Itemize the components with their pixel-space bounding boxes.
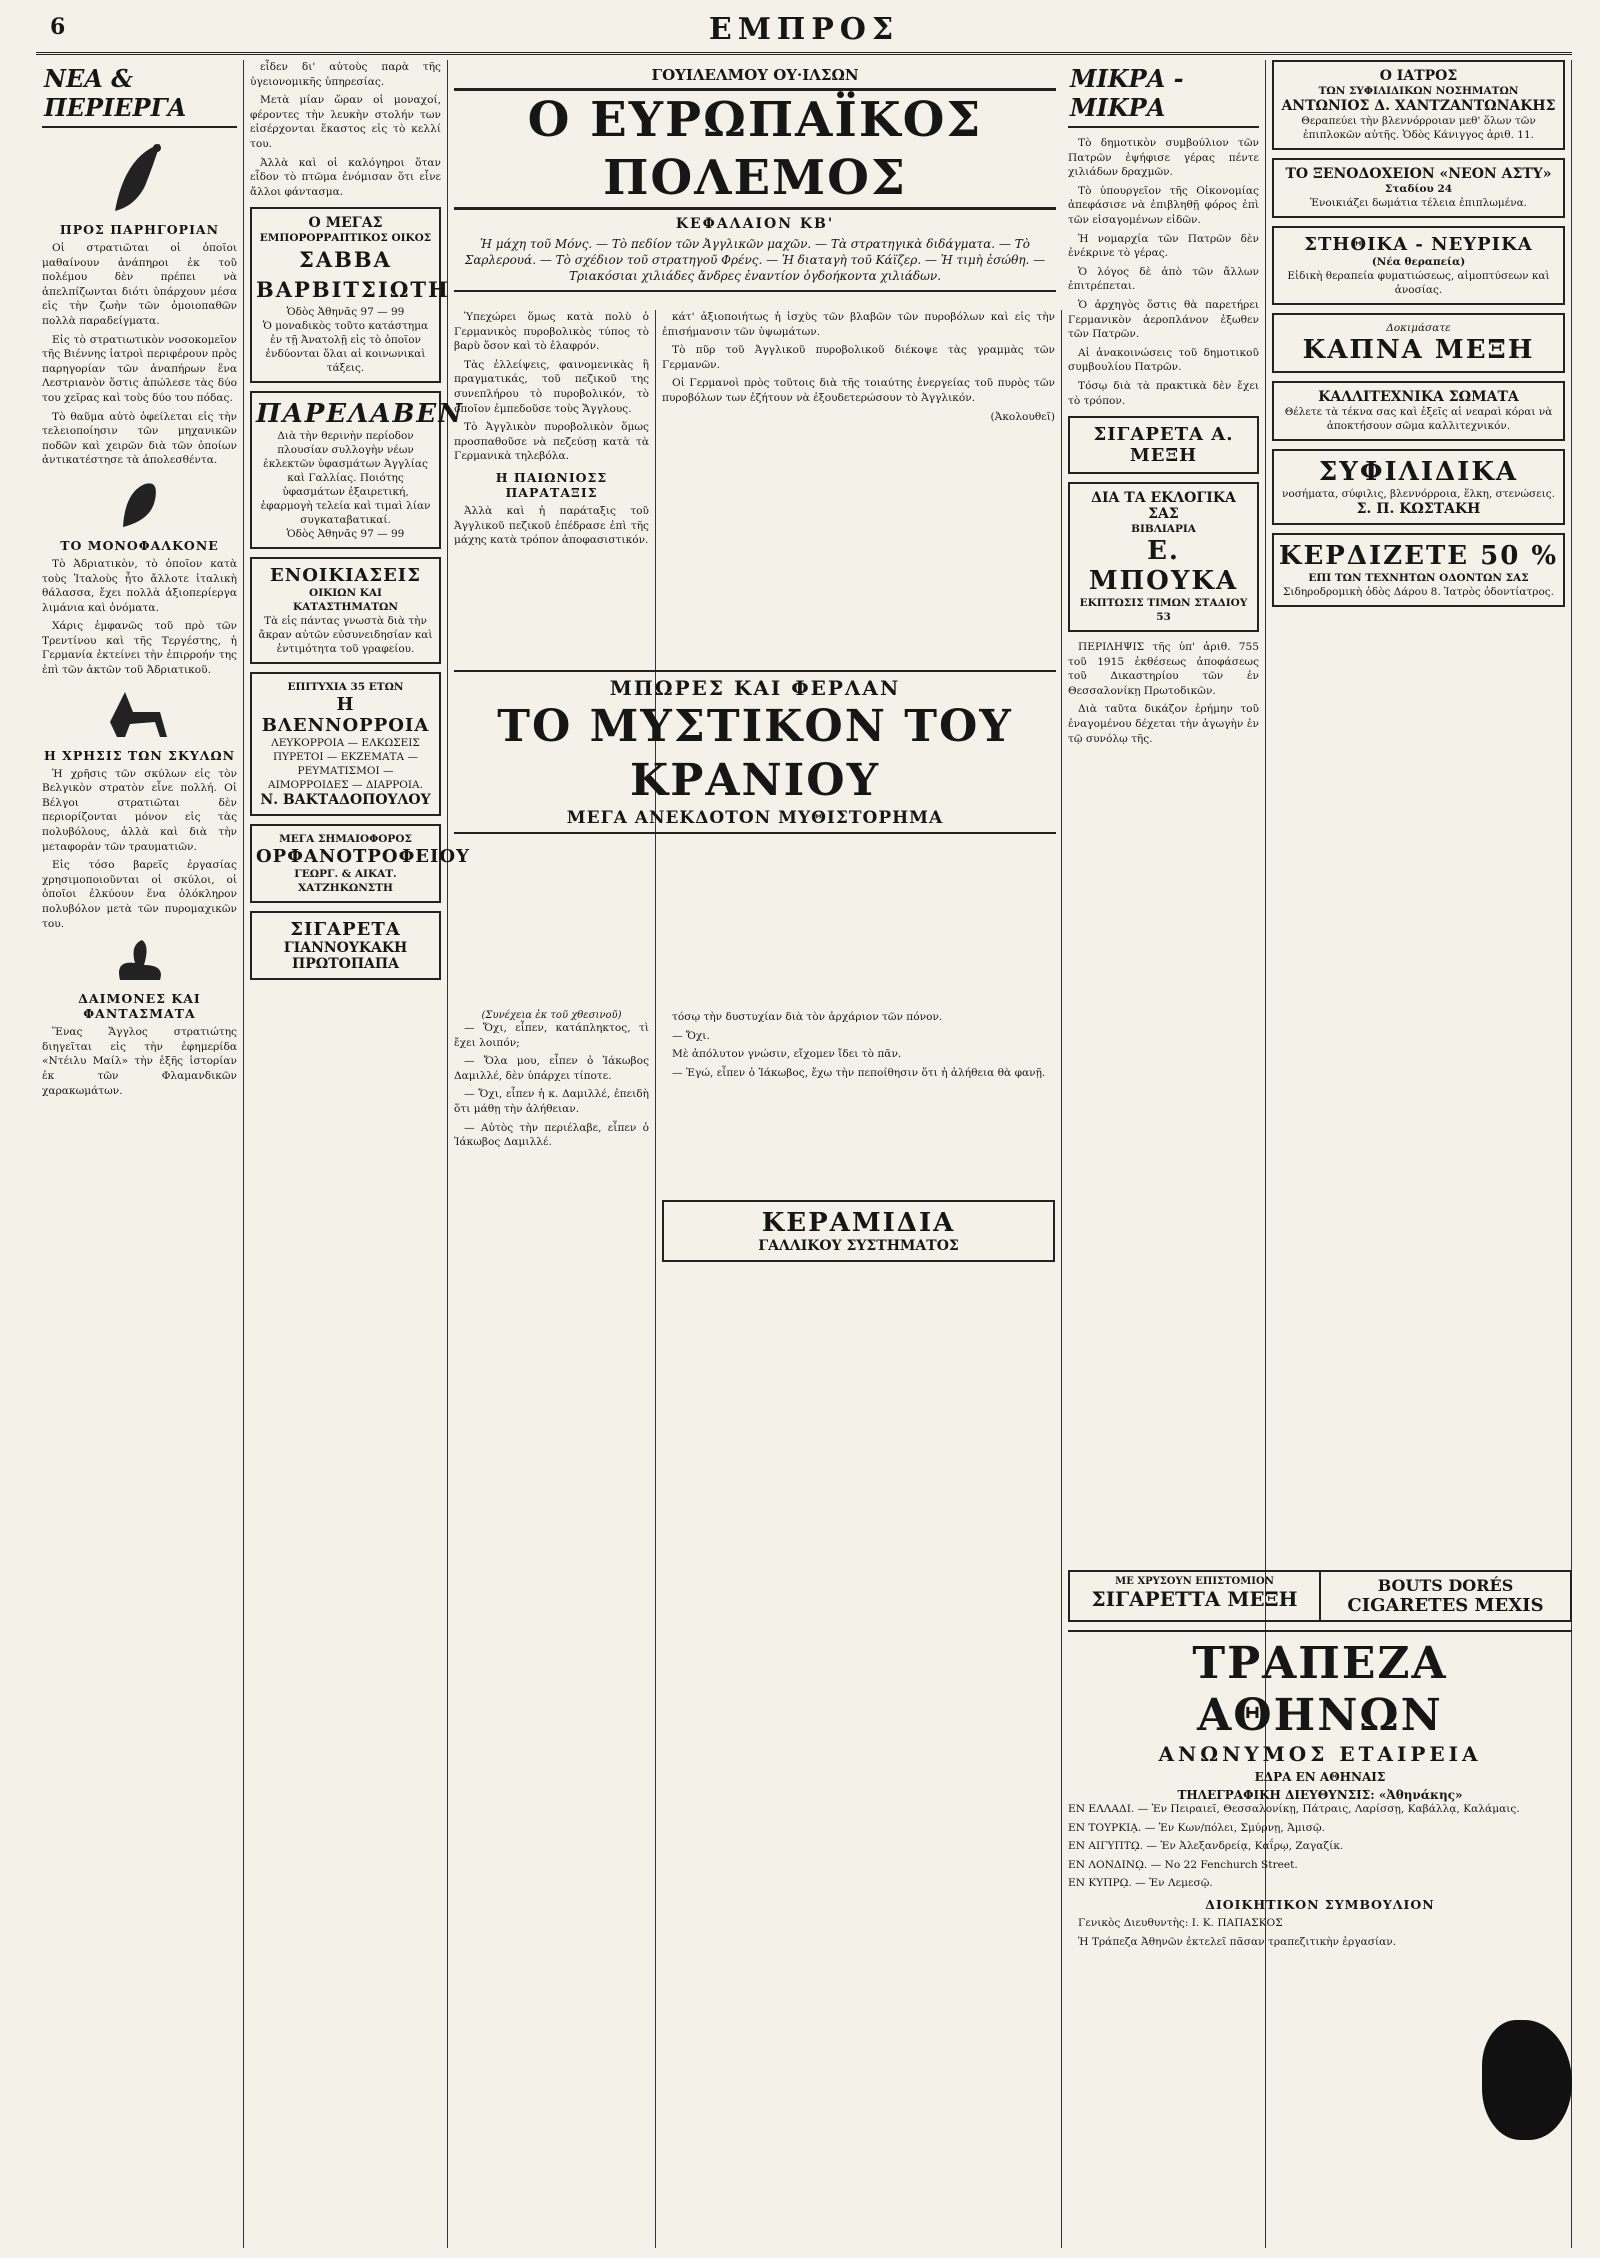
ad-line: ΕΝΟΙΚΙΑΣΕΙΣ [270,565,421,587]
article-paragraph: Τὸ Ἀγγλικὸν πυροβολικὸν ὅμως προσπαθοῦσε νὰ πεζεύσῃ κατὰ τὰ Γερμανικὰ τηλεβόλα. [454,421,649,463]
article-paragraph: Εἰς τόσο βαρεῖς ἐργασίας χρησιμοποιοῦνται οἱ σκύλοι, οἱ ὁποῖοι ἐλκύουν ἕνα ὁλόκληρον πολυβόλον μετὰ τῶν πυρομαχικῶν του. [42,859,237,930]
ad-line: ΒΙΒΛΙΑΡΙΑ [1131,523,1196,536]
ad-line: ΣΤΗΘΙΚΑ - ΝΕΥΡΙΚΑ [1304,234,1533,255]
ad-address: Ὁδὸς Ἀθηνᾶς 97 — 99 [286,306,405,319]
ad-line: Ο ΙΑΤΡΟΣ [1379,68,1458,84]
bank-paragraph: ΕΝ ΛΟΝΔΙΝῼ. — No 22 Fenchurch Street. [1068,1858,1298,1871]
novel-paragraph: — Ὄλα μου, εἶπεν ὁ Ἰάκωβος Δαμιλλέ, δὲν ὑπάρχει τίποτε. [454,1055,649,1082]
novel-column-a [454,1010,649,1154]
novel-paragraph: — Ὄχι. [672,1029,710,1042]
ad-line: ΣΙΓΑΡΕΤΑ Α. ΜΕΞΗ [1093,424,1234,467]
ad-line: ΟΙΚΙΩΝ ΚΑΙ ΚΑΤΑΣΤΗΜΑΤΩΝ [293,587,398,614]
novel-paragraph: — Ὄχι, εἶπεν ἡ κ. Δαμιλλέ, ἐπειδὴ ὅτι μάθῃ τὴν ἀλήθειαν. [454,1088,649,1115]
article-paragraph: Ὁ λόγος δὲ ἀπὸ τῶν ἄλλων ἐπιτρέπεται. [1068,265,1259,293]
ad-line: Η ΒΛΕΝΝΟΡΡΟΙΑ [261,694,430,737]
article-paragraph: εἶδεν δι' αὐτοὺς παρὰ τῆς ὑγειονομικῆς ὑπηρεσίας. [250,61,441,88]
chapter-heading: ΚΕΦΑΛΑΙΟΝ ΚΒ' [675,216,835,232]
ad-stithika [1272,226,1565,305]
bank-paragraph: Γενικὸς Διευθυντὴς: Ι. Κ. ΠΑΠΑΣΚΟΣ [1078,1916,1283,1929]
ad-line: ΕΠΙ ΤΩΝ ΤΕΧΝΗΤΩΝ ΟΔΟΝΤΩΝ ΣΑΣ [1308,572,1529,584]
ad-text: Διὰ τὴν θερινὴν περίοδον πλουσίαν συλλογὴν νέων ἐκλεκτῶν ὑφασμάτων Ἀγγλίας καὶ Γαλλίας. Ποιότης ὑφασμάτων ἐξαιρετική, ἐφαρμογὴ τελεία καὶ τιμαὶ λίαν συγκαταβατικαί. [260,430,431,527]
ad-line: ΠΑΡΕΛΑΒΕΝ [256,399,465,430]
chapter-synopsis: Ἡ μάχη τοῦ Μόνς. — Τὸ πεδίον τῶν Ἀγγλικῶν μαχῶν. — Τὰ στρατηγικὰ διδάγματα. — Τὸ Σαρλερουά. — Τὸ σχέδιον τοῦ στρατηγοῦ Φρένς. — Ἡ διαταγὴ τοῦ Κάϊζερ. — Ἡ τιμὴ ἐσώθη. — Τριακόσιαι χιλιάδες ἄνδρες ἐναντίον ὀγδοήκοντα χιλιάδων. [454,236,1056,292]
ad-line: BOUTS DORÉS [1377,1576,1514,1595]
ad-line: CIGARETES MEXIS [1347,1595,1544,1616]
ad-kapna-mexi [1272,313,1565,373]
war-column-a [448,310,656,2248]
ad-line: ΣΙΓΑΡΕΤΑ [290,919,401,941]
article-paragraph: Τὸ δημοτικὸν συμβούλιον τῶν Πατρῶν ἐψήφισε γέρας πέντε χιλιάδων δραχμῶν. [1068,137,1259,179]
article-paragraph: Οἱ Γερμανοὶ πρὸς τοῦτοις διὰ τῆς τοιαύτης ἐνεργείας τοῦ πυρὸς τῶν πυροβόλων των ἐζήτουν νὰ ἐξουδετερώσουν τὸ Ἀγγλικόν. [662,377,1055,404]
ad-line: ΚΕΡΔΙΖΕΤΕ 50 % [1278,541,1559,571]
article-paragraph: Τὸ Ἀδριατικὸν, τὸ ὁποῖον κατὰ τοὺς Ἰταλοὺς ἦτο ἄλλοτε ἰταλικὴ θάλασσα, ἔχει πολλὰ ἀξιοπερίεργα λιμάνια καὶ ὀνόματα. [42,557,237,614]
ad-address: Ὁδὸς Ἀθηνᾶς 97 — 99 [286,528,405,541]
article-paragraph: Ἡ χρῆσις τῶν σκύλων εἰς τὸν Βελγικὸν στρατὸν εἶνε πολλή. Οἱ Βέλγοι στρατιῶται δὲν περιορίζονται μόνον εἰς τὰς πολυβόλους, ἀλλὰ καὶ διὰ τὴν μεταφορὰν τῶν τραυματιῶν. [42,767,237,853]
bank-telegraph: ΤΗΛΕΓΡΑΦΙΚΗ ΔΙΕΥΘΥΝΣΙΣ: «Ἀθηνάκης» [1177,1788,1463,1802]
columns [36,60,1572,2248]
novel-authors: ΜΠΩΡΕΣ ΚΑΙ ΦΕΡΛΑΝ [454,670,1056,700]
ad-orfanotrofeiou [250,824,470,903]
novel-column-b [662,1010,1055,1270]
novel-paragraph: — Αὐτὸς τὴν περιέλαβε, εἶπεν ὁ Ἰάκωβος Δαμιλλέ. [454,1121,649,1149]
ad-text: Ἐνοικιάζει δωμάτια τέλεια ἐπιπλωμένα. [1309,197,1528,209]
ad-line: ΑΝΤΩΝΙΟΣ Δ. ΧΑΝΤΖΑΝΤΩΝΑΚΗΣ [1281,98,1556,114]
bird-illustration-icon [115,472,165,532]
ad-line: ΕΚΠΤΩΣΙΣ ΤΙΜΩΝ ΣΤΑΔΙΟΥ 53 [1079,597,1248,624]
article-paragraph: Ὁ ἀρχηγὸς ὅστις θὰ παρετήρει Γερμανικὸν ἀεροπλάνον ἐξωθεν τῶν Πατρῶν. [1068,298,1259,341]
article-heading: ΠΡΟΣ ΠΑΡΗΓΟΡΙΑΝ [59,222,220,237]
novel-paragraph: Μὲ ἀπόλυτον γνώσιν, εἴχομεν ἴδει τὸ πᾶν. [672,1048,902,1061]
paper-name: ΕΜΠΡΟΣ [708,12,900,47]
ad-syfilidika [1272,449,1565,525]
ad-word: ΚΑΠΝΑ [1302,335,1424,365]
novel-paragraph: — Ὄχι, εἶπεν, κατάπληκτος, τὶ ἔχει λοιπόν; [454,1022,649,1049]
bank-block [1068,1560,1572,1953]
bank-type: ΑΝΩΝΥΜΟΣ ΕΤΑΙΡΕΙΑ [1158,1742,1482,1766]
cigarette-ads [1068,1570,1572,1622]
ad-sigareta-giannoukaki [250,911,441,980]
ad-line: Ε. ΜΠΟΥΚΑ [1088,536,1239,597]
article-paragraph: Ἀλλὰ καὶ οἱ καλόγηροι ὅταν εἶδον τὸ πτῶμα ἐνόμισαν ὅτι εἶνε ἄλλοι φάντασμα. [250,156,441,198]
ad-line: Ο ΜΕΓΑΣ [308,215,383,232]
ad-sigareta-mexi [1068,416,1259,474]
war-title: Ο ΕΥΡΩΠΑΪΚΟΣ ΠΟΛΕΜΟΣ [454,88,1056,210]
article-paragraph: Ὑπεχώρει ὅμως κατὰ πολὺ ὁ Γερμανικὸς πυροβολικὸς τύπος τὸ βαρὺ ὅσον καὶ τὸ ἐλαφρόν. [454,311,649,353]
ink-blot [1482,2020,1572,2140]
bank-paragraph: ΕΝ ΚΥΠΡῼ. — Ἐν Λεμεσῷ. [1068,1877,1213,1890]
ad-enoikiaseis [250,557,441,664]
masthead [36,8,1572,55]
section-banner: ΜΙΚΡΑ - ΜΙΚΡΑ [1068,60,1259,128]
ad-text: Ὁ μοναδικὸς τοῦτο κατάστημα ἐν τῇ Ἀνατολῇ εἰς τὸ ὁποῖον ἐνδύονται ὅλαι αἱ κοινωνικαὶ τάξεις. [262,320,429,375]
bank-paragraph: ΕΝ ΕΛΛΑΔΙ. — Ἐν Πειραιεῖ, Θεσσαλονίκῃ, Πάτραις, Λαρίσσῃ, Καβάλλᾳ, Καλάμαις. [1068,1803,1520,1815]
ad-line: ΣΑΒΒΑ ΒΑΡΒΙΤΣΙΩΤΗ [256,247,450,303]
war-column-b [656,310,1062,2248]
bank-paragraph: ΕΝ ΤΟΥΡΚΙᾼ. — Ἐν Κων/πόλει, Σμύρνῃ, Ἀμισῷ. [1068,1821,1326,1834]
ad-line: ΕΠΙΤΥΧΙΑ 35 ΕΤΩΝ [287,681,404,694]
ad-text: Τὰ εἰς πάντας γνωστὰ διὰ τὴν ἄκραν αὐτῶν εὐσυνειδησίαν καὶ ἐντιμότητα τοῦ γραφείου. [258,615,433,656]
to-be-continued: (Ἀκολουθεῖ) [990,410,1055,423]
article-paragraph: Χάρις ἐμφανῶς τοῦ πρὸ τῶν Τρεντίνου καὶ τῆς Τεργέστης, ἡ Γερμανία ἐκτείνει τὴν ἐπιρροήν της ἐπὶ τῶν ἀκτῶν τοῦ Ἀδριατικοῦ. [42,620,237,677]
article-paragraph: Ἀλλὰ καὶ ἡ παράταξις τοῦ Ἀγγλικοῦ πεζικοῦ ἐπέδρασε ἐπὶ τῆς μάχης κατὰ τρόπον ἀποφασιστικόν. [454,504,649,547]
ad-line: ΤΩΝ ΣΥΦΙΛΙΔΙΚΩΝ ΝΟΣΗΜΑΤΩΝ [1318,85,1519,97]
article-heading: ΤΟ ΜΟΝΟΦΑΛΚΟΝΕ [60,537,219,553]
dog-illustration-icon [105,682,175,742]
ad-vaktadopoulos [250,672,441,816]
novel-subtitle: ΜΕΓΑ ΑΝΕΚΔΟΤΟΝ ΜΥΘΙΣΤΟΡΗΜΑ [454,808,1056,834]
ad-keramidia [662,1200,1055,1262]
bank-athens-ad [1068,1630,1572,1802]
novel-title-block [454,670,1056,834]
article-paragraph: Αἱ ἀνακοινώσεις τοῦ δημοτικοῦ συμβουλίου Πατρῶν. [1068,346,1259,374]
article-paragraph: Τὸ θαῦμα αὐτὸ ὀφείλεται εἰς τὴν τελειοποίησιν τῶν μηχανικῶν ποδῶν καὶ χειρῶν διὰ τῶν ὁποίων ἀντικατέστησε τὰ ἀπολεσθέντα. [42,410,237,467]
ad-line: ΤΟ ΞΕΝΟΔΟΧΕΙΟΝ «ΝΕΟΝ ΑΣΤΥ» [1285,166,1552,182]
article-paragraph: Μετὰ μίαν ὥραν οἱ μοναχοί, φέροντες τὴν λευκὴν στολήν των εἰσέρχονται ἕκαστος εἰς τὸ κελλί του. [250,94,441,150]
article-paragraph: κάτ' ἀξιοποιήτως ἡ ἰσχὺς τῶν βλαβῶν τῶν πυροβόλων καὶ εἰς τὴν ἐπισήμανσιν τῶν ὑψωμάτων. [662,311,1055,338]
article-paragraph: Ἕνας Ἄγγλος στρατιώτης διηγεῖται εἰς τὴν ἐφημερίδα «Ντέιλυ Μαίλ» τὴν ἑξῆς ἱστορίαν ἐκ τῶν Φλαμανδικῶν χαρακωμάτων. [42,1026,237,1097]
section-banner: ΝΕΑ & ΠΕΡΙΕΡΓΑ [42,60,237,128]
article-heading: Η ΠΑΙΩΝΙΟΣΣ ΠΑΡΑΤΑΞΙΣ [495,469,608,500]
ad-line: ΓΕΩΡΓ. & ΑΙΚΑΤ. ΧΑΤΖΗΚΩΝΣΤΗ [294,868,397,895]
ad-xenodoxeio [1272,158,1565,218]
ad-varvitsioti [250,207,450,383]
ad-kerdizete [1272,533,1565,607]
article-paragraph: ΠΕΡΙΛΗΨΙΣ τῆς ὑπ' ἀριθ. 755 τοῦ 1915 ἐκθέσεως ἀποφάσεως τοῦ Δικαστηρίου τῶν ἐν Θεσσαλονίκῃ Πρωτοδικῶν. [1068,641,1259,697]
article-paragraph: Τὰς ἐλλείψεις, φαινομενικὰς ἢ πραγματικάς, τοῦ πεζικοῦ της συνεπλήρου τὸ πυροβολικόν, τὸ ὁποῖον ἐμπεδοῦσε τοὺς Ἄγγλους. [454,358,649,415]
ad-mpouka [1068,482,1259,632]
article-paragraph: Ἡ νομαρχία τῶν Πατρῶν δὲν ἐνέκρινε τὸ γέρας. [1068,232,1259,260]
article-paragraph: Οἱ στρατιῶται οἱ ὁποῖοι μαθαίνουν ἀνάπηροι ἐκ τοῦ πολέμου δὲν πρέπει νὰ ἀπελπίζωνται διότι ὑπάρχουν μέσα εἰς τὴν ζωὴν τῶν ὁμοιοπαθῶν πολλὰ παραδείγματα. [42,242,237,327]
page-number: 6 [50,14,66,40]
ad-text: Σιδηροδρομικὴ ὁδὸς Δάρου 8. Ἰατρὸς ὁδοντίατρος. [1283,586,1554,598]
ad-text: Θεραπεύει τὴν βλεννόρροιαν μεθ' ὅλων τῶν ἐπιπλοκῶν αὐτῆς. Ὁδὸς Κάνιγγος ἀριθ. 11. [1301,115,1536,141]
article-paragraph: Τὸ ὑπουργεῖον τῆς Οἰκονομίας ἀπεφάσισε νὰ ἐπιβληθῇ φόρος ἐπὶ τῶν εἰσαγομένων εἰδῶν. [1068,184,1259,226]
ad-line: ΣΥΦΙΛΙΔΙΚΑ [1318,457,1519,487]
column-nea-perierga [36,60,244,2248]
ad-line: ΜΕ ΧΡΥΣΟΥΝ ΕΠΙΣΤΟΜΙΟΝ [1115,1576,1274,1587]
swan-illustration-icon [110,935,170,985]
ad-text: ΛΕΥΚΟΡΡΟΙΑ — ΕΛΚΩΣΕΙΣ ΠΥΡΕΤΟΙ — ΕΚΖΕΜΑΤΑ — ΡΕΥΜΑΤΙΣΜΟΙ — ΑΙΜΟΡΡΟΙΔΕΣ — ΔΙΑΡΡΟΙΑ. [268,737,423,792]
article-paragraph: Διὰ ταῦτα δικάζον ἐρήμην τοῦ ἐναγομένου δέχεται τὴν ἀγωγὴν ἐν τῷ συνόλῳ τῆς. [1068,703,1259,745]
article-paragraph: Τόσῳ διὰ τὰ πρακτικὰ δὲν ἔχει τὸ τρόπον. [1068,379,1259,407]
peacock-illustration-icon [105,136,175,216]
novel-header [454,670,1056,834]
novel-paragraph: — Ἐγώ, εἶπεν ὁ Ἰάκωβος, ἔχω τὴν πεποίθησιν ὅτι ἡ ἀλήθεια θὰ φανῇ. [672,1066,1046,1079]
article-heading: Η ΧΡΗΣΙΣ ΤΩΝ ΣΚΥΛΩΝ [43,747,236,763]
ad-line: Σταδίου 24 [1384,183,1453,195]
article-paragraph: Εἰς τὸ στρατιωτικὸν νοσοκομεῖον τῆς Βιέννης ἰατροὶ περιφέρουν πρὸς παρηγορίαν τῶν ἀναπήρων ἕνα Λεστριανὸν ὅστις ἀπώλεσε τὰς δύο του χεῖρας καὶ τοὺς δύο του πόδας. [42,333,237,404]
ad-text: νοσήματα, σύφιλις, βλεννόρροια, ἕλκη, στενώσεις. [1282,488,1555,500]
ad-line [1278,335,1559,365]
ad-line: ΣΙΓΑΡΕΤΤΑ ΜΕΞΗ [1091,1587,1298,1611]
ad-iatros [1272,60,1565,150]
ad-line: ΚΑΛΛΙΤΕΧΝΙΚΑ ΣΩΜΑΤΑ [1318,389,1519,405]
ad-word: ΜΕΞΗ [1434,335,1535,365]
column-ads-left [244,60,470,2248]
ad-parelaven [250,391,465,549]
ad-somata [1272,381,1565,441]
ad-sigaretta-mexi-gold [1070,1572,1319,1620]
novel-title: ΤΟ ΜΥΣΤΙΚΟΝ ΤΟΥ ΚΡΑΝΙΟΥ [497,701,1013,806]
bank-seat: ΕΔΡΑ ΕΝ ΑΘΗΝΑΙΣ [1254,1770,1386,1784]
ad-line: ΟΡΦΑΝΟΤΡΟΦΕΙΟΥ [256,846,470,868]
bank-paragraph: ΕΝ ΑΙΓΥΠΤῼ. — Ἐν Ἀλεξανδρείᾳ, Καΐρῳ, Ζαγαζίκ. [1068,1840,1344,1853]
novel-paragraph: τόσῳ τὴν δυστυχίαν διὰ τὸν ἀρχάριον τῶν πόνον. [672,1011,943,1023]
ad-line: ΓΑΛΛΙΚΟΥ ΣΥΣΤΗΜΑΤΟΣ [758,1238,959,1255]
ad-line: Ν. ΒΑΚΤΑΔΟΠΟΥΛΟΥ [260,792,431,809]
ad-line: (Νέα θεραπεία) [1371,256,1466,268]
ad-line: ΚΕΡΑΜΙΔΙΑ [761,1208,956,1239]
novel-note: (Συνέχεια ἐκ τοῦ χθεσινοῦ) [481,1010,622,1021]
ad-line: ΕΜΠΟΡΟΡΡΑΠΤΙΚΟΣ ΟΙΚΟΣ [259,232,432,245]
bank-paragraph: Ἡ Τράπεζα Ἀθηνῶν ἐκτελεῖ πᾶσαν τραπεζιτικὴν ἐργασίαν. [1078,1935,1397,1948]
series-author: ΓΟΥΙΛΕΛΜΟΥ ΟΥ·ΙΛΣΩΝ [651,66,859,84]
bank-name: ΤΡΑΠΕΖΑ ΑΘΗΝΩΝ [1192,1638,1448,1741]
ad-line: ΠΡΩΤΟΠΑΠΑ [292,956,399,973]
ad-line: ΔΙΑ ΤΑ ΕΚΛΟΓΙΚΑ ΣΑΣ [1091,490,1236,523]
article-heading: ΔΑΙΜΟΝΕΣ ΚΑΙ ΦΑΝΤΑΣΜΑΤΑ [78,991,201,1022]
ad-line: ΜΕΓΑ ΣΗΜΑΙΟΦΟΡΟΣ [279,833,412,846]
ad-line: Δοκιμάσατε [1386,322,1451,334]
ad-text: Θέλετε τὰ τέκνα σας καὶ ἐξεῖς αἱ νεαραὶ κόραι νὰ ἀποκτήσουν σῶμα καλλιτεχνικόν. [1284,406,1553,432]
ad-line: Σ. Π. ΚΩΣΤΑΚΗ [1356,501,1481,517]
ad-cigarettes-mexis [1319,1572,1570,1620]
ad-text: Εἰδικὴ θεραπεία φυματιώσεως, αἱμοπτύσεων καὶ ἀνοσίας. [1287,270,1550,296]
article-paragraph: Τὸ πῦρ τοῦ Ἀγγλικοῦ πυροβολικοῦ διέκοψε τὰς γραμμὰς τῶν Γερμανῶν. [662,344,1055,371]
ad-line: ΓΙΑΝΝΟΥΚΑΚΗ [283,940,408,957]
bank-heading: ΔΙΟΙΚΗΤΙΚΟΝ ΣΥΜΒΟΥΛΙΟΝ [1205,1896,1435,1912]
